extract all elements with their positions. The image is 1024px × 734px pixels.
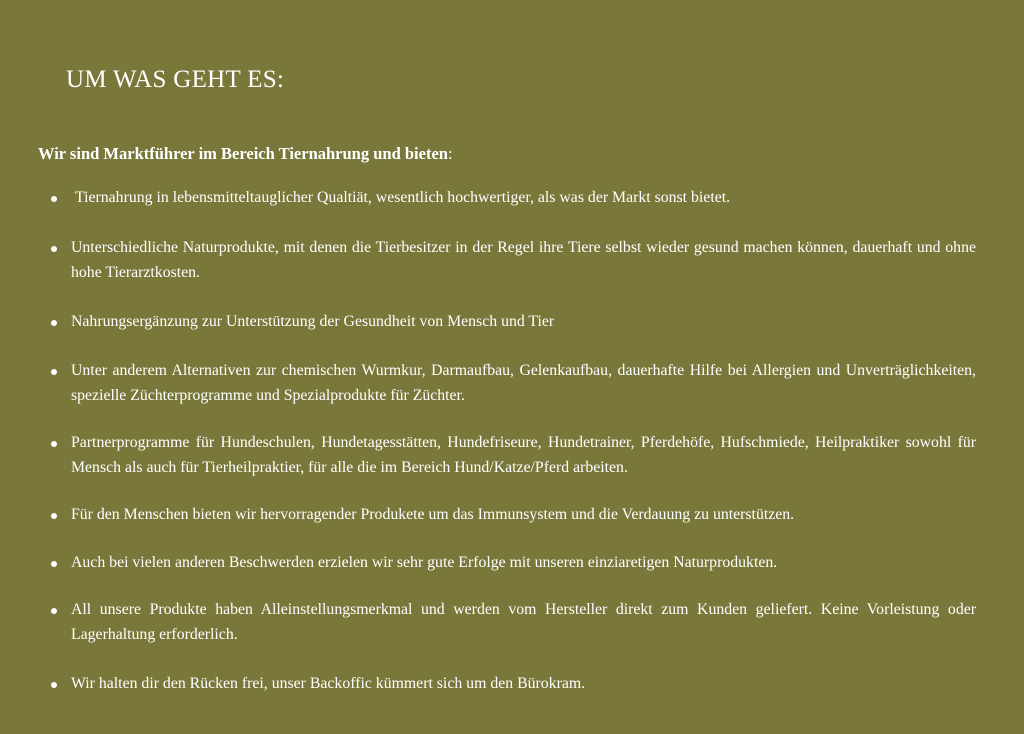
bullet-dot-icon <box>51 441 57 447</box>
bullet-dot-icon <box>51 513 57 519</box>
bullet-dot-icon <box>51 246 57 252</box>
list-item-text: All unsere Produkte haben Alleinstellungsmerkmal und werden vom Hersteller direkt zum Kunden geliefert. Keine Vorleistung oder Lagerhaltung erforderlich. <box>71 601 976 643</box>
bullet-dot-icon <box>51 608 57 614</box>
list-item-text: Wir halten dir den Rücken frei, unser Backoffic kümmert sich um den Bürokram. <box>71 675 586 692</box>
list-item <box>0 310 1024 335</box>
bullet-dot-icon <box>51 369 57 375</box>
list-item-text: Auch bei vielen anderen Beschwerden erzielen wir sehr gute Erfolge mit unseren einziaretigen Naturprodukten. <box>71 554 778 571</box>
list-item <box>0 431 1024 480</box>
bullet-dot-icon <box>51 561 57 567</box>
intro-colon: : <box>447 144 453 163</box>
list-item <box>0 672 1024 697</box>
bullet-dot-icon <box>51 320 57 326</box>
intro-text <box>38 142 453 166</box>
list-item <box>0 503 1024 528</box>
list-item-text: Unter anderem Alternativen zur chemischen Wurmkur, Darmaufbau, Gelenkaufbau, dauerhafte Hilfe bei Allergien und Unverträglichkeiten, spezielle Züchterprogramme und Spezialprodukte für Züchter. <box>71 362 976 404</box>
intro-bold-text: Wir sind Marktführer im Bereich Tiernahrung und bieten <box>38 144 448 163</box>
list-item <box>0 551 1024 576</box>
section-heading: UM WAS GEHT ES: <box>66 66 285 93</box>
list-item <box>0 186 1024 211</box>
bullet-dot-icon <box>51 682 57 688</box>
list-item-text: Nahrungsergänzung zur Unterstützung der Gesundheit von Mensch und Tier <box>71 313 555 330</box>
list-item <box>0 236 1024 285</box>
list-item <box>0 598 1024 647</box>
list-item-text: Partnerprogramme für Hundeschulen, Hundetagesstätten, Hundefriseure, Hundetrainer, Pferdehöfe, Hufschmiede, Heilpraktiker sowohl für Mensch als auch für Tierheilpraktier, für alle die im Bereich Hund/Katze/Pferd arbeiten. <box>71 434 976 476</box>
list-item <box>0 359 1024 408</box>
list-item-text: Unterschiedliche Naturprodukte, mit denen die Tierbesitzer in der Regel ihre Tiere selbst wieder gesund machen können, dauerhaft und ohne hohe Tierarztkosten. <box>71 239 976 281</box>
bullet-dot-icon <box>51 196 57 202</box>
list-item-text: Tiernahrung in lebensmitteltauglicher Qualtiät, wesentlich hochwertiger, als was der Markt sonst bietet. <box>75 189 731 206</box>
list-item-text: Für den Menschen bieten wir hervorragender Produkete um das Immunsystem und die Verdauung zu unterstützen. <box>71 506 795 523</box>
